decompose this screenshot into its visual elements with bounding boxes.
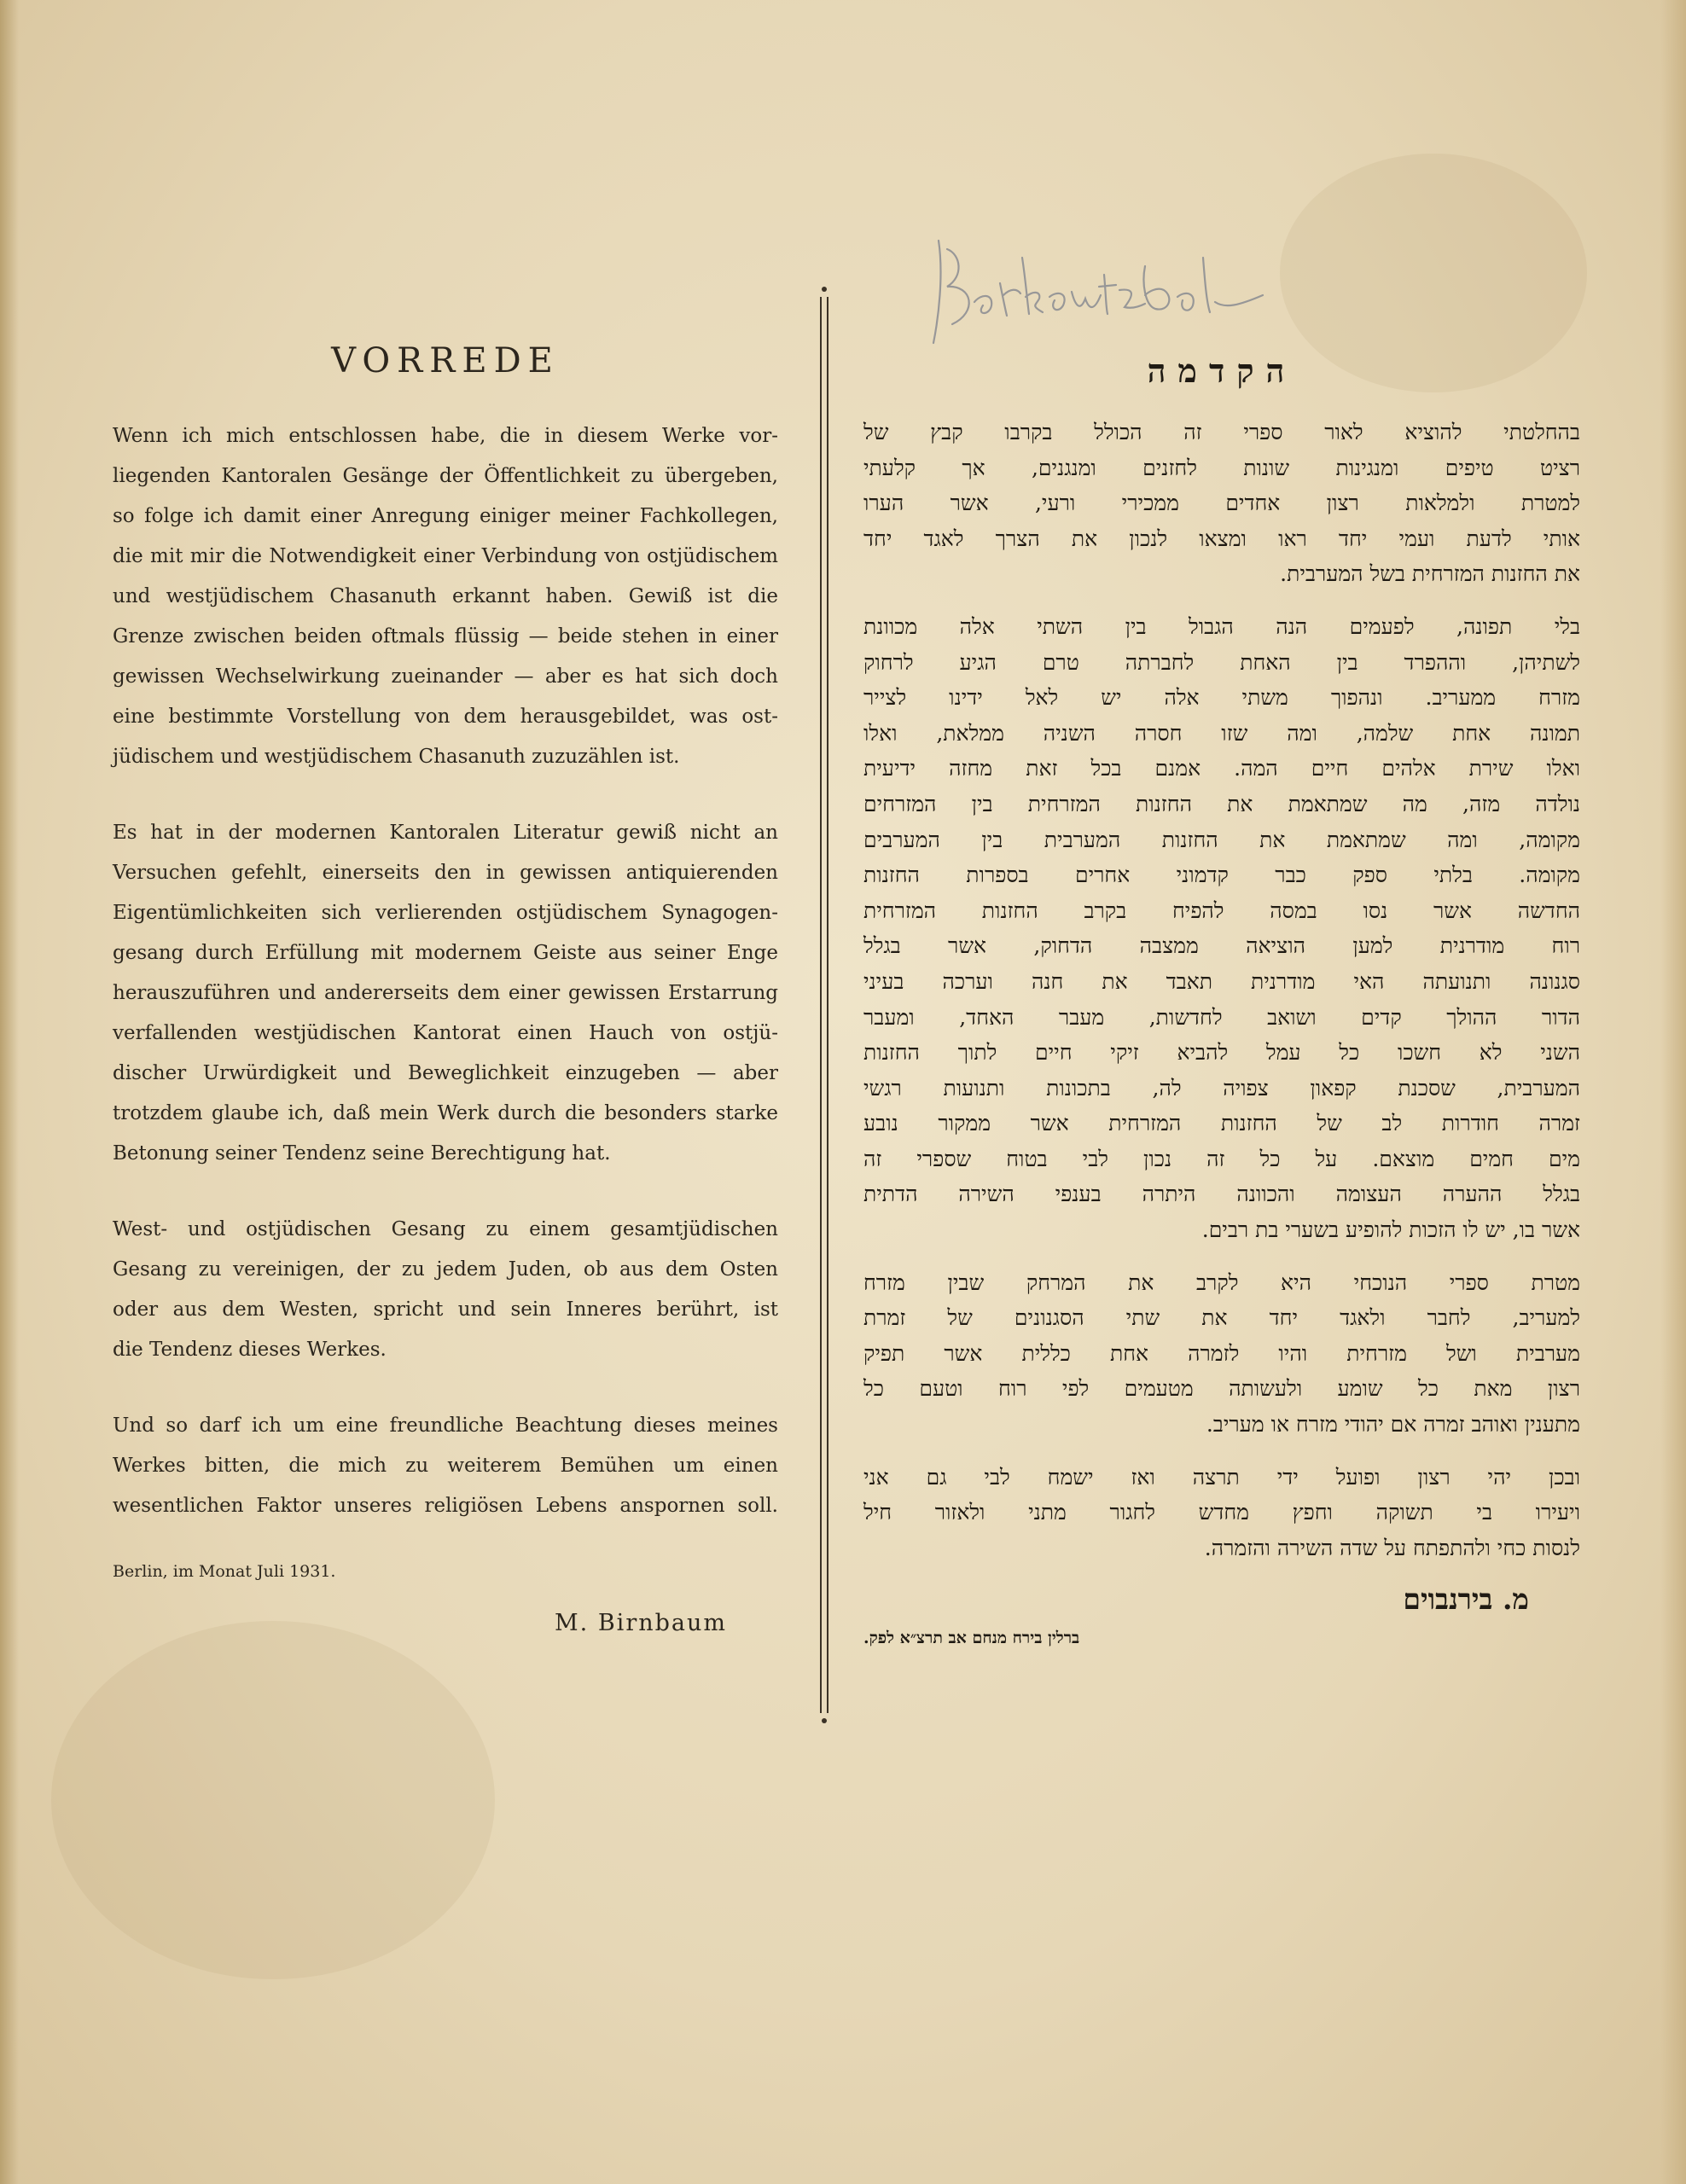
column-divider [820,297,828,1713]
hebrew-line: רוח מודרנית למען הוציאה ממצבה הדחוק, אשר בגלל [863,933,1580,959]
german-line: so folge ich damit einer Anregung einiger meiner Fachkollegen, [113,505,778,527]
german-line: die mit mir die Notwendigkeit einer Verbindung von ostjüdischem [113,545,778,567]
hebrew-line: לשתיהן, וההפרד בין האחת לחברתה טרם הגיע לרחוק [863,649,1580,675]
german-line: und westjüdischem Chasanuth erkannt haben. Gewiß ist die [113,585,778,607]
paper-stain [51,1621,495,1979]
hebrew-paragraph-4 [863,1460,1580,1566]
hebrew-line: מים חמים מוצאם. על כל זה נכון לבי בטוח שספרי זה [863,1146,1580,1171]
hebrew-line: את החזנות המזרחית בשל המערבית. [1280,561,1580,587]
german-line: Betonung seiner Tendenz seine Berechtigung hat. [113,1142,611,1165]
german-paragraph-2 [113,813,778,1174]
hebrew-line: לנסות כחי ולהתפתח על שדה השירה והזמרה. [1204,1535,1580,1560]
german-line: die Tendenz dieses Werkes. [113,1339,387,1361]
hebrew-line: למטרת ולמלאות רצון אחדים ממכירי ורעי, אשר הערו [863,491,1580,516]
german-title: VORREDE [331,341,560,380]
handwritten-signature [921,224,1280,351]
hebrew-paragraph-3 [863,1265,1580,1443]
hebrew-paragraph-1 [863,415,1580,592]
hebrew-line: ואלו שירת אלהים חיים המה. אמנם בכל זאת מחזה ידיעית [863,756,1580,781]
german-line: discher Urwürdigkeit und Beweglichkeit einzugeben — aber [113,1062,778,1084]
german-paragraph-4 [113,1406,778,1526]
hebrew-line: אשר בו, יש לו הזכות להופיע בשערי בת רבים. [1201,1217,1580,1243]
german-line: liegenden Kantoralen Gesänge der Öffentlichkeit zu übergeben, [113,465,778,487]
hebrew-line: למעריב, לחבר ולאגד יחד את שתי הסגנונים של זמרת [863,1305,1580,1331]
hebrew-line: ויעירו בי תשוקה וחפץ מחדש לחגור מתני ולאזור חיל [863,1500,1580,1525]
hebrew-line: רציט טיפים ומנגינות שונות לחזנים ומנגנים, אך קלעתי [863,455,1580,480]
hebrew-line: מקומה. בלתי ספק כבר קדמוני אחרים בספרות החזנות [863,863,1580,888]
german-line: Werkes bitten, die mich zu weiterem Bemühen um einen [113,1455,778,1477]
hebrew-line: מתענין ואוהב זמרה אם יהודי מזרח או מעריב. [1206,1412,1580,1438]
german-line: gewissen Wechselwirkung zueinander — aber es hat sich doch [113,665,778,688]
german-line: trotzdem glaube ich, daß mein Werk durch die besonders starke [113,1102,778,1124]
german-line: Gesang zu vereinigen, der zu jedem Juden, ob aus dem Osten [113,1258,778,1281]
german-date-line: Berlin, im Monat Juli 1931. [113,1562,336,1581]
hebrew-date-line: ברלין בירח מנחם אב תרצ״א לפק. [863,1629,1080,1648]
german-paragraph-3 [113,1210,778,1370]
hebrew-line: החדשה אשר נסו במסה להפיח בקרב החזנות המזרחית [863,897,1580,923]
hebrew-paragraph-2 [863,609,1580,1248]
german-line: Eigentümlichkeiten sich verlierenden ostjüdischem Synagogen- [113,902,778,924]
german-preface [113,341,778,1636]
hebrew-line: נולדה מזה, מה שמתאמת את החזנות המזרחית בין המזרחים [863,791,1580,816]
page-edge-left [0,0,19,2184]
german-line: verfallenden westjüdischen Kantorat einen Hauch von ostjü- [113,1022,778,1044]
hebrew-line: מערבית ושל מזרחית והיו לזמרה אחת כללית אשר תפיק [863,1340,1580,1366]
hebrew-line: מקומה, ומה שמתאמת את החזנות המערבית בין המערבים [863,827,1580,852]
german-paragraph-1 [113,416,778,777]
divider-ornament-top [822,287,827,292]
german-line: oder aus dem Westen, spricht und sein Inneres berührt, ist [113,1298,778,1321]
german-author: M. Birnbaum [555,1610,727,1636]
hebrew-line: רצון מאת כל שומע ולעשותה מטעמים לפי רוח וטעם כל [863,1376,1580,1402]
hebrew-line: סגנונה ותנועתה האי מודרנית תאבד את חנה וערכה בעיני [863,968,1580,994]
hebrew-line: מטרת ספרי הנוכחי היא לקרב את המרחק שבין מזרח [863,1269,1580,1295]
hebrew-line: בהחלטתי להוציא לאור ספרי זה הכולל בקרבו קבץ של [863,420,1580,444]
hebrew-line: השני לא חשכו כל עמל להביא זיקי חיים לתוך החזנות [863,1040,1580,1066]
hebrew-line: המערבית, שסכנת קפאון צפויה לה, בתכונות ותנועות רגשי [863,1075,1580,1101]
german-line: Versuchen gefehlt, einerseits den in gewissen antiquierenden [113,862,778,884]
german-line: Wenn ich mich entschlossen habe, die in diesem Werke vor- [113,425,778,447]
german-line: herauszuführen und andererseits dem einer gewissen Erstarrung [113,982,778,1004]
hebrew-line: בלי תפונה, לפעמים הנה הגבול בין השתי אלה מכוונת [863,613,1580,639]
german-line: Grenze zwischen beiden oftmals flüssig — beide stehen in einer [113,625,778,648]
page-edge-right [1660,0,1686,2184]
german-line: Es hat in der modernen Kantoralen Literatur gewiß nicht an [113,822,778,844]
hebrew-line: הדור ההולך קדים ושואב לחדשות, מעבר האחד, ומעבר [863,1004,1580,1030]
hebrew-line: בגלל ההערה העצומה והכוונה היתרה בענפי השירה הדתית [863,1182,1580,1207]
german-line: West- und ostjüdischen Gesang zu einem gesamtjüdischen [113,1218,778,1240]
hebrew-line: ובכן יהי רצון ופועל ידי תרצה ואז ישמח לבי גם אני [863,1464,1580,1490]
hebrew-line: זמרה חודרות לב של החזנות המזרחית אשר ממקור נובע [863,1111,1580,1136]
german-line: Und so darf ich um eine freundliche Beachtung dieses meines [113,1414,778,1437]
hebrew-title: הקדמה [1147,351,1297,390]
divider-ornament-bottom [822,1718,827,1723]
hebrew-line: אותי לדעת ועמי יחד ראו ומצאו לנכון את הצרך לאגד יחד [863,526,1580,551]
hebrew-line: תמונה אחת שלמה, ומה שזו חסרה השניה ממלאת, ואלו [863,720,1580,746]
german-line: jüdischem und westjüdischem Chasanuth zuzuzählen ist. [113,746,680,768]
german-line: eine bestimmte Vorstellung von dem herausgebildet, was ost- [113,706,778,728]
hebrew-preface [863,351,1580,1648]
hebrew-line: מזרח ממעריב. ונהפוך משתי אלה יש לאל ידינו לצייר [863,685,1580,711]
german-line: wesentlichen Faktor unseres religiösen Lebens anspornen soll. [113,1495,778,1517]
german-line: gesang durch Erfüllung mit modernem Geiste aus seiner Enge [113,942,778,964]
hebrew-author: מ. בירנבוים [1403,1583,1529,1617]
